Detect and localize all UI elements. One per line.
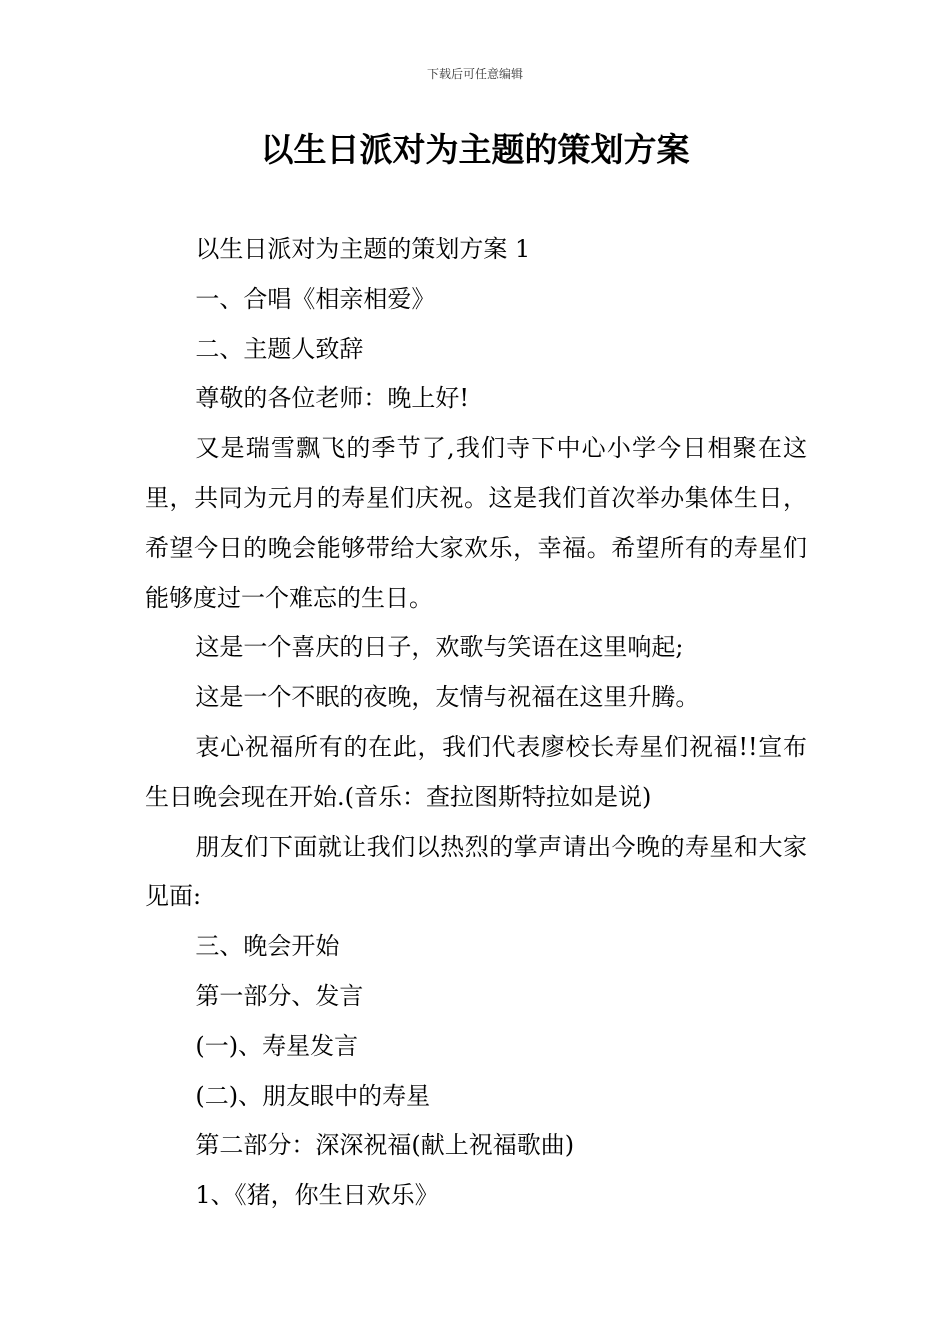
paragraph-14: 第二部分：深深祝福(献上祝福歌曲) bbox=[195, 1131, 575, 1160]
paragraph-7: 这是一个不眠的夜晚，友情与祝福在这里升腾。 bbox=[195, 683, 700, 712]
paragraph-10: 三、晚会开始 bbox=[195, 932, 340, 961]
paragraph-11: 第一部分、发言 bbox=[195, 981, 364, 1010]
paragraph-8: 衷心祝福所有的在此，我们代表廖校长寿星们祝福!!宣布生日晚会现在开始.(音乐：查拉图斯特拉如是说) bbox=[145, 732, 807, 811]
paragraph-9: 朋友们下面就让我们以热烈的掌声请出今晚的寿星和大家见面: bbox=[145, 832, 807, 911]
paragraph-15: 1、《猪，你生日欢乐》 bbox=[195, 1181, 439, 1210]
document-title: 以生日派对为主题的策划方案 bbox=[260, 130, 690, 169]
paragraph-2: 一、合唱《相亲相爱》 bbox=[195, 284, 436, 313]
paragraph-6: 这是一个喜庆的日子，欢歌与笑语在这里响起; bbox=[195, 633, 684, 662]
paragraph-3: 二、主题人致辞 bbox=[195, 334, 364, 363]
paragraph-13: (二)、朋友眼中的寿星 bbox=[195, 1081, 431, 1110]
paragraph-4: 尊敬的各位老师：晚上好! bbox=[195, 384, 470, 413]
paragraph-5: 又是瑞雪飘飞的季节了,我们寺下中心小学今日相聚在这里，共同为元月的寿星们庆祝。这是我们首次举办集体生日，希望今日的晚会能够带给大家欢乐，幸福。希望所有的寿星们能够度过一个难忘的生日。 bbox=[145, 434, 807, 612]
paragraph-12: (一)、寿星发言 bbox=[195, 1031, 359, 1060]
header-note: 下载后可任意编辑 bbox=[426, 67, 523, 81]
document-body bbox=[145, 225, 807, 1221]
paragraph-1: 以生日派对为主题的策划方案 1 bbox=[195, 235, 531, 263]
